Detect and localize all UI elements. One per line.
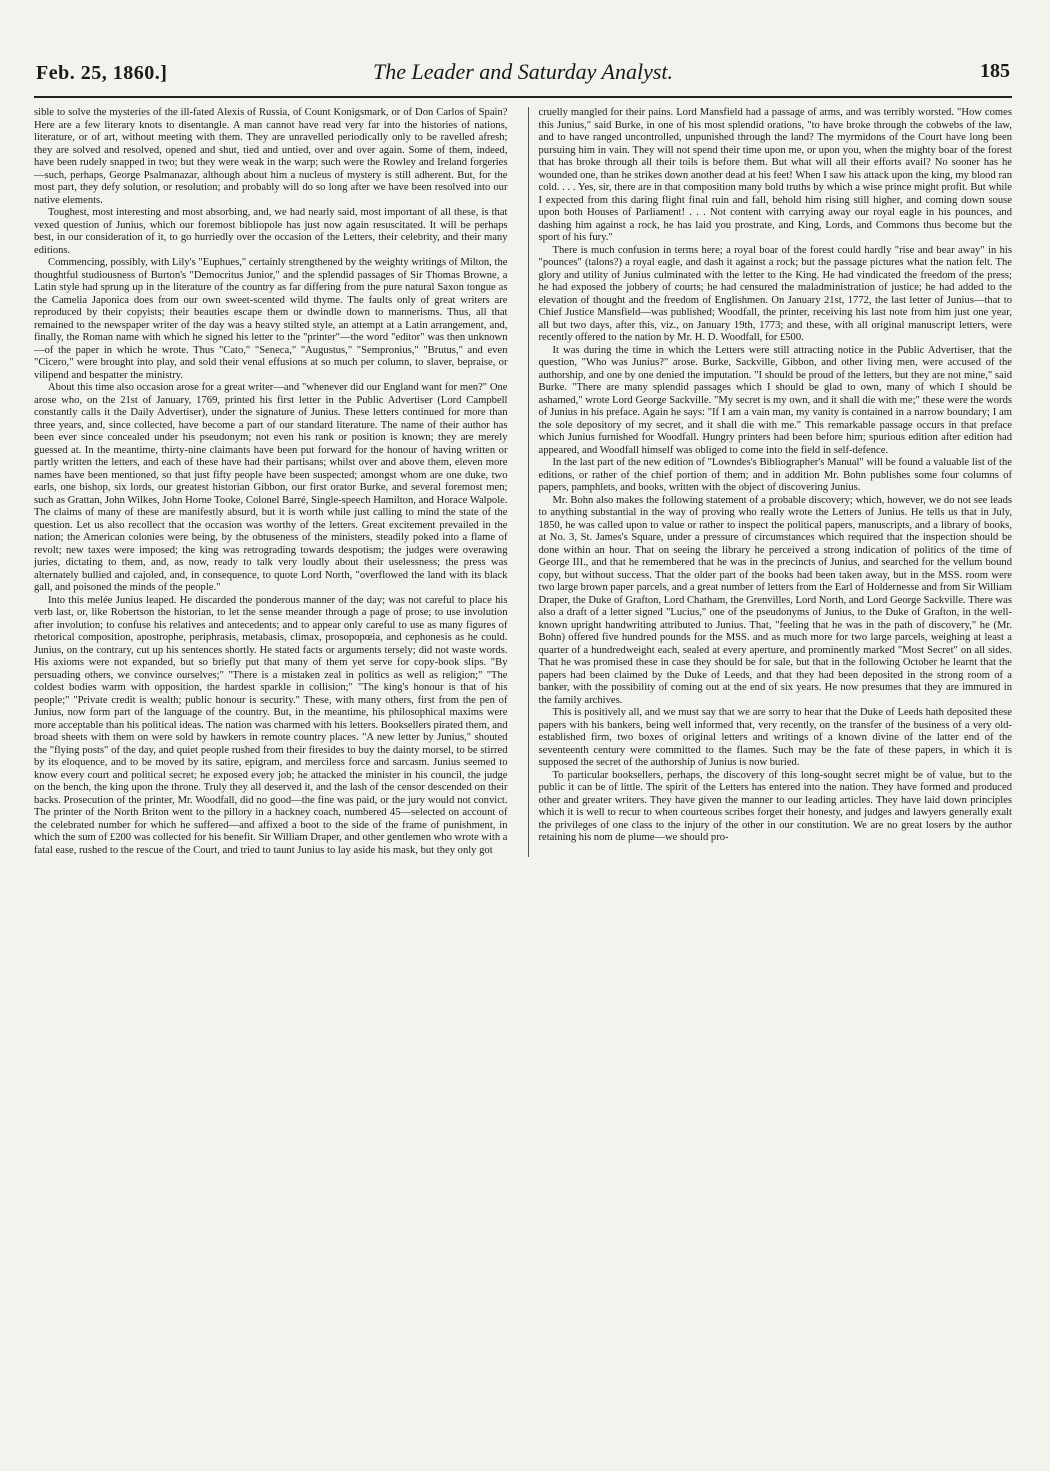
page-number: 185	[980, 60, 1010, 82]
paragraph: To particular booksellers, perhaps, the discovery of this long-sought secret might be of value, but to the public it can be of little. The spirit of the Letters has entered into the nation. They have formed and produced other and greater writers. They have given the manner to our leading articles. They have laid down principles which it is well to recur to when courteous scribes forget their honesty, and judges and lawyers generally exalt the privileges of one class to the injury of the other in our constitution. We are no great losers by the author retaining his nom de plume—we should pro-	[538, 769, 1012, 843]
paragraph: In the last part of the new edition of "Lowndes's Bibliographer's Manual" will be found a valuable list of the editions, or rather of the chief portion of them; and in addition Mr. Bohn publishes some four columns of papers, pamphlets, and books, written with the object of discovering Junius.	[538, 457, 1012, 493]
paragraph: There is much confusion in terms here; a royal boar of the forest could hardly "rise and bear away" in his "pounces" (talons?) a royal eagle, and dash it against a rock; but the passage pictures what the nation felt. The glory and utility of Junius culminated with the letter to the King. He had vindicated the freedom of the press; he had exposed the jobbery of courts; he had censured the maladministration of justice; he had added to the elevation of thought and the freedom of Englishmen. On January 21st, 1772, the last letter of Junius—that to Chief Justice Mansfield—was published; Woodfall, the printer, receiving his last note from him just one year, all but two days, after this, viz., on January 19th, 1773; and these, with all original manuscript letters, were recently offered to the nation by Mr. H. D. Woodfall, for £500.	[538, 244, 1012, 343]
paragraph: sible to solve the mysteries of the ill-fated Alexis of Russia, of Count Konigsmark, or of Don Carlos of Spain? Here are a few literary knots to disentangle. A man cannot have read very far into the histories of nations, literature, or of art, without meeting with them. They are unravelled periodically only to be ravelled afresh; they are solved and resolved, opened and shut, tied and untied, over and over again. Some of them, indeed, have been rudely snapped in two; but they were weak in the warp; such were the Rowley and Ireland forgeries—such, perhaps, George Psalmanazar, although about him a nucleus of mystery is still adherent. But, for the most part, they defy solution, or resolution; and probably will do so long after we have been resolved into our native elements.	[34, 107, 508, 206]
article-columns	[34, 107, 1012, 857]
paragraph: Commencing, possibly, with Lily's "Euphues," certainly strengthened by the weighty writings of Milton, the thoughtful studiousness of Burton's "Democritus Junior," and the splendid passages of Sir Thomas Browne, a Latin style had sprung up in the literature of the country as far differing from the pure natural Saxon tongue as the Camelia Japonica does from our own sweet-scented wild thyme. The faults only of great writers are reproduced by their copyists; their beauties escape them or dwindle down to mannerisms. Thus, all that remained to the newspaper writer of the day was a heavy stilted style, an attempt at a Latin arrangement, and, finally, the Roman name with which he signed his letter to the "printer"—the word "editor" was then unknown—of the paper in which he wrote. Thus "Cato," "Seneca," "Augustus," "Sempronius," "Brutus," and even "Cicero," were brought into play, and sold their venal effusions at so much per column, to slaver, bepraise, or vilipend and bespatter the ministry.	[34, 257, 508, 381]
publication-title: The Leader and Saturday Analyst.	[372, 59, 674, 84]
paragraph: Into this melée Junius leaped. He discarded the ponderous manner of the day; was not careful to place his verb last, or, like Robertson the historian, to let the sense meander through a page of prose; to use involution after involution; to confuse his relatives and antecedents; and to appear only careful to use as many figures of rhetorical composition, apostrophe, periphrasis, metabasis, climax, prosopopœia, and cephonesis as he could. Junius, on the contrary, cut up his sentences shortly. He stated facts or arguments tersely; did not waste words. His axioms were not expanded, but so briefly put that many of them yet serve for copy-book slips. "By persuading others, we convince ourselves;" "There is a mistaken zeal in politics as well as religion;" "The coldest bodies warm with opposition, the hardest sparkle in collision;" "The king's honour is that of his people;" "Private credit is wealth; public honour is security." These, with many others, first from the pen of Junius, now form part of the language of the country. But, in the meantime, his philosophical maxims were more acceptable than his political ideas. The nation was charmed with his letters. Booksellers pirated them, and broad sheets with them on were sold by hawkers in remote country places. "A new letter by Junius," shouted the "flying posts" of the day, and quiet people rushed from their firesides to buy the dainty morsel, to be stirred by its eloquence, and to be moved by its satire, epigram, and merciless force and sarcasm. Junius seemed to know every court and political secret; he exposed every job; he attacked the minister in his council, the judge on the bench, the king upon the throne. Truly they all deserved it, and the lash of the censor descended on their backs. Prosecution of the printer, Mr. Woodfall, did no good—the fine was paid, or the jury would not convict. The printer of the North Briton went to the pillory in a hackney coach, numbered 45—selected on account of the celebrated number for which he suffered—and affixed a boot to the side of the frame of punishment, in which the sum of £200 was collected for his benefit. Sir William Draper, and other gentlemen who wrote with a fatal ease, rushed to the rescue of the Court, and tried to taunt Junius to lay aside his mask, but they only got	[34, 594, 508, 856]
paragraph: This is positively all, and we must say that we are sorry to hear that the Duke of Leeds hath deposited these papers with his bankers, being well informed that, very recently, on the transfer of the business of a very old-established firm, two boxes of original letters and writings of a known divine of the latter end of the seventeenth century were committed to the flames. Such may be the fate of these papers, in which it is supposed the secret of the authorship of Junius is now buried.	[538, 707, 1012, 768]
left-column	[34, 107, 508, 857]
masthead	[34, 58, 1012, 98]
issue-date: Feb. 25, 1860.]	[36, 62, 168, 84]
paragraph: cruelly mangled for their pains. Lord Mansfield had a passage of arms, and was terribly worsted. "How comes this Junius," said Burke, in one of his most splendid orations, "to have broke through the cobwebs of the law, and to have ranged uncontrolled, unpunished through the land? The myrmidons of the Court have long been pursuing him in vain. They will not spend their time upon me, or upon you, when the mighty boar of the forest that has broke through all their toils is before them. But what will all their efforts avail? No sooner has he wounded one, than he strikes down another dead at his feet! When I saw his attack upon the king, my blood ran cold. . . . Yes, sir, there are in that composition many bold truths by which a wise prince might profit. But while I expected from this daring flight final ruin and fall, behold him rising still higher, and coming down souse upon both Houses of Parliament! . . . Not content with carrying away our royal eagle in his pounces, and dashing him against a rock, he has laid you prostrate, and King, Lords, and Commons thus become but the sport of his fury."	[538, 107, 1012, 243]
paragraph: Mr. Bohn also makes the following statement of a probable discovery; which, however, we do not see leads to anything substantial in the way of proving who really wrote the Letters of Junius. He tells us that in July, 1850, he was called upon to value or rather to inspect the political papers, manuscripts, and a library of books, at No. 3, St. James's Square, under a pressure of circumstances which required that the inspection should be done within an hour. That on seeing the library he perceived a strong indication of politics of the time of George III., and that he remembered that he was in the precincts of Junius, and searched for the vellum bound copy, but without success. That the older part of the books had been taken away, but in the MSS. room were two large brown paper parcels, and a great number of letters from the Earl of Holdernesse and from Sir William Draper, the Duke of Grafton, Lord Chatham, the Grenvilles, Lord North, and Lord George Sackville. There was also a draft of a letter signed "Lucius," one of the pseudonyms of Junius, to the Duke of Grafton, in the well-known upright handwriting attributed to Junius. That, "feeling that he was in the path of discovery," he (Mr. Bohn) offered five hundred pounds for the MSS. and as much more for two large parcels, weighing at least a quarter of a hundredweight each, sealed at every aperture, and prominently marked "Most Secret" on all sides. That he was promised these in case they should be for sale, but that in the following October he learnt that the papers had been claimed by the Duke of Leeds, and that they had been deposited in the strong room of a banker, with the possibility of coming out at the end of six years. He now presumes that they are immured in the family archives.	[538, 494, 1012, 706]
paragraph: It was during the time in which the Letters were still attracting notice in the Public Advertiser, that the question, "Who was Junius?" arose. Burke, Sackville, Gibbon, and other living men, were accused of the authorship, and one by one denied the imputation. "I should be proud of the letters, but they are not mine," said Burke. "There are many splendid passages which I should be glad to own, many of which I should be ashamed," wrote Lord George Sackville. "My secret is my own, and it shall die with me;" these were the words of Junius in his preface. Again he says: "If I am a vain man, my vanity is contained in a narrow boundary; I am the sole depository of my secret, and it shall die with me." This remarkable passage occurs in that preface which Junius furnished for Woodfall. Hungry printers had been before him; spurious edition after edition had appeared, and Woodfall himself was obliged to come into the field in self-defence.	[538, 344, 1012, 456]
right-column	[528, 107, 1013, 857]
paragraph: About this time also occasion arose for a great writer—and "whenever did our England want for men?" One arose who, on the 21st of January, 1769, printed his first letter in the Public Advertiser (Lord Campbell constantly calls it the Daily Advertiser), under the signature of Junius. These letters continued for more than three years, and, since collected, have become a part of our standard literature. The name of their author has been ever since concealed under his pseudonym; not even his rank or position is known; they are merely guessed at. In the meantime, thirty-nine claimants have been put forward for the honour of having written or partly written the letters, and each of these have had their partisans; whilst over and above them, eleven more names have been mentioned, so that just fifty people have been suspected; amongst whom are one duke, two earls, one bishop, six lords, our greatest historian Gibbon, our first orator Burke, and several foremost men; such as Grattan, John Wilkes, John Horne Tooke, Colonel Barré, Single-speech Hamilton, and Horace Walpole. The claims of many of these are manifestly absurd, but it is worth while just calling to mind the state of the question. Let us also recollect that the occasion was worthy of the letters. Great excitement prevailed in the nation; the American colonies were being, by the obtuseness of the ministers, steadily poked into a flame of revolt; new taxes were imposed; the king was retrograding towards despotism; the judges were overawing juries, dictating to them, and, as now, ready to talk very loudly about their uselessness; the press was alternately bullied and cajoled, and, in consequence, to quote Lord North, "overflowed the land with its black gall, and poisoned the minds of the people."	[34, 382, 508, 593]
paragraph: Toughest, most interesting and most absorbing, and, we had nearly said, most important of all these, is that vexed question of Junius, which our foremost bibliopole has just now again resuscitated. It will be perhaps best, in our consideration of it, to go hurriedly over the occasion of the Letters, their celebrity, and their many editions.	[34, 207, 508, 256]
